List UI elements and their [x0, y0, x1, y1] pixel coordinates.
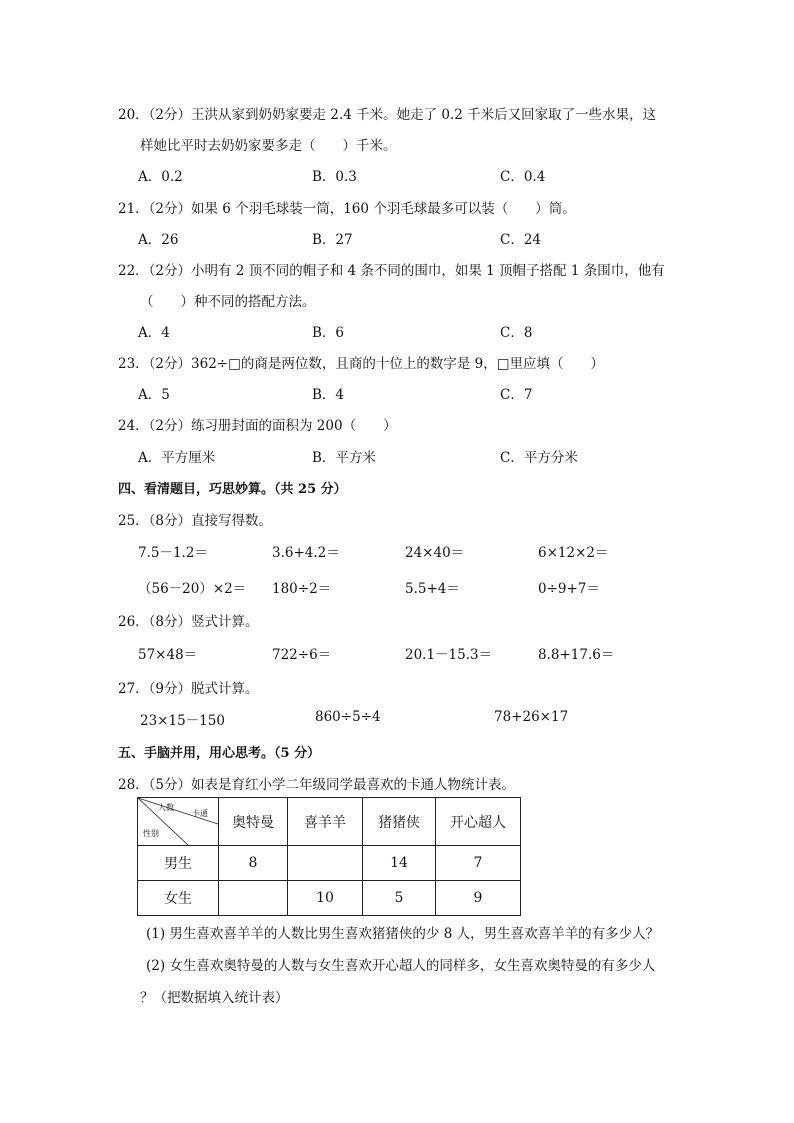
q21-option-b: B．27 — [312, 232, 353, 248]
q24-option-a: A．平方厘米 — [138, 450, 216, 466]
q28-sub2-line2: ？（把数据填入统计表） — [140, 990, 289, 1006]
q20-line1: 20．（2分）王洪从家到奶奶家要走 2.4 千米。她走了 0.2 千米后又回家取了一些水果，这 — [118, 107, 657, 123]
q27-title: 27．（9分）脱式计算。 — [118, 681, 259, 697]
q22-line2: （ ）种不同的搭配方法。 — [140, 294, 316, 310]
q26-title: 26．（8分）竖式计算。 — [118, 614, 259, 630]
q25-item-5: （56－20）×2＝ — [138, 581, 247, 597]
q23-option-a: A．5 — [138, 387, 170, 403]
table-row — [138, 881, 521, 916]
header-cell: 猪猪侠 — [363, 798, 436, 846]
corner-label-cartoon: 卡通 — [192, 809, 208, 818]
q22-line1: 22．（2分）小明有 2 顶不同的帽子和 4 条不同的围巾，如果 1 顶帽子搭配 1 条围巾，他有 — [118, 263, 665, 279]
q22-option-b: B．6 — [312, 325, 345, 341]
table-corner-cell — [138, 798, 219, 846]
q25-item-7: 5.5+4＝ — [405, 581, 460, 597]
q23-option-b: B．4 — [312, 387, 345, 403]
q23-line1: 23．（2分）362÷□的商是两位数，且商的十位上的数字是 9，□里应填（ ） — [118, 356, 604, 372]
corner-label-count: 人数 — [158, 803, 174, 812]
q27-item-1: 23×15－150 — [140, 713, 225, 729]
section-4-heading: 四、看清题目，巧思妙算。（共 25 分） — [118, 482, 347, 497]
q27-item-3: 78+26×17 — [494, 709, 569, 725]
q25-item-1: 7.5－1.2＝ — [138, 545, 208, 561]
q25-item-6: 180÷2＝ — [272, 581, 332, 597]
stat-table — [137, 797, 521, 916]
q24-line1: 24．（2分）练习册封面的面积为 200（ ） — [118, 418, 397, 434]
q25-item-8: 0÷9+7＝ — [538, 581, 600, 597]
q25-title: 25．（8分）直接写得数。 — [118, 513, 273, 529]
q20-option-b: B．0.3 — [312, 169, 357, 185]
header-cell: 喜羊羊 — [288, 798, 363, 846]
table-cell: 8 — [219, 846, 288, 881]
q20-option-c: C．0.4 — [500, 169, 546, 185]
q20-option-a: A．0.2 — [138, 169, 183, 185]
table-cell: 10 — [288, 881, 363, 916]
table-row — [138, 846, 521, 881]
q23-option-c: C．7 — [500, 387, 533, 403]
q26-item-2: 722÷6＝ — [272, 647, 332, 663]
q28-title: 28．（5分）如表是育红小学二年级同学最喜欢的卡通人物统计表。 — [118, 777, 516, 793]
q24-option-c: C．平方分米 — [500, 450, 578, 466]
row-label: 女生 — [138, 881, 219, 916]
q27-item-2: 860÷5÷4 — [315, 709, 381, 725]
header-cell: 开心超人 — [436, 798, 521, 846]
table-cell: 14 — [363, 846, 436, 881]
q26-item-1: 57×48＝ — [138, 647, 198, 663]
q28-sub1: (1) 男生喜欢喜羊羊的人数比男生喜欢猪猪侠的少 8 人，男生喜欢喜羊羊的有多少人？ — [146, 926, 660, 942]
q22-option-c: C．8 — [500, 325, 533, 341]
header-cell: 奥特曼 — [219, 798, 288, 846]
row-label: 男生 — [138, 846, 219, 881]
table-cell — [219, 881, 288, 916]
corner-label-gender: 性别 — [143, 829, 159, 838]
q22-option-a: A．4 — [138, 325, 170, 341]
q25-item-4: 6×12×2＝ — [538, 545, 609, 561]
q21-line1: 21．（2分）如果 6 个羽毛球装一筒，160 个羽毛球最多可以装（ ）筒。 — [118, 201, 576, 217]
q21-option-a: A．26 — [138, 232, 179, 248]
section-5-heading: 五、手脑并用，用心思考。（5 分） — [118, 746, 321, 761]
table-cell: 5 — [363, 881, 436, 916]
q24-option-b: B．平方米 — [312, 450, 376, 466]
q20-line2: 样她比平时去奶奶家要多走（ ）千米。 — [140, 138, 397, 154]
q26-item-4: 8.8+17.6＝ — [538, 647, 615, 663]
q26-item-3: 20.1－15.3＝ — [405, 647, 493, 663]
q28-sub2-line1: (2) 女生喜欢奥特曼的人数与女生喜欢开心超人的同样多，女生喜欢奥特曼的有多少人 — [146, 958, 656, 974]
table-cell: 9 — [436, 881, 521, 916]
table-cell — [288, 846, 363, 881]
table-cell: 7 — [436, 846, 521, 881]
q25-item-3: 24×40＝ — [405, 545, 465, 561]
q21-option-c: C．24 — [500, 232, 542, 248]
q25-item-2: 3.6+4.2＝ — [272, 545, 340, 561]
